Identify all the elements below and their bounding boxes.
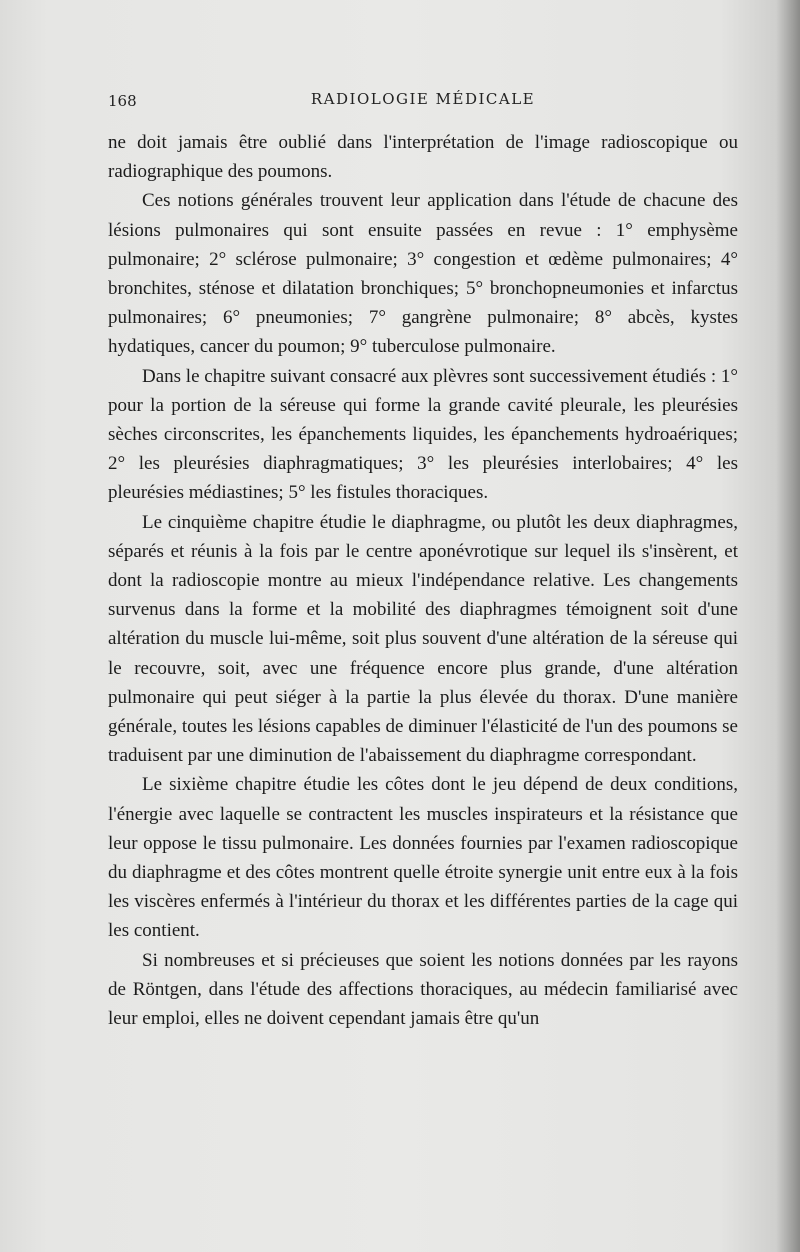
- running-title: RADIOLOGIE MÉDICALE: [310, 90, 536, 108]
- paragraph-rontgen: Si nombreuses et si précieuses que soient les notions données par les rayons de Röntgen, dans l'étude des affections thoraciques, au médecin familiarisé avec leur emploi, elles ne doivent cependant jamais être qu'un: [108, 949, 738, 1030]
- page-number: 168: [108, 92, 137, 110]
- page-header: [108, 90, 738, 114]
- paragraph-continuation: ne doit jamais être oublié dans l'interprétation de l'image radioscopique ou radiographique des poumons.: [108, 132, 738, 183]
- paragraph-pleura: Dans le chapitre suivant consacré aux plèvres sont successivement étudiés : 1° pour la portion de la séreuse qui forme la grande cavité pleurale, les pleurésies sèches circonscrites, les épanchements liquides, les épanchements hydroaériques; 2° les pleurésies diaphragmatiques; 3° les pleurésies interlobaires; 4° les pleurésies médiastines; 5° les fistules thoraciques.: [108, 365, 738, 504]
- body-text: [108, 128, 738, 1033]
- paragraph-diaphragm: Le cinquième chapitre étudie le diaphragme, ou plutôt les deux diaphragmes, séparés et réunis à la fois par le centre aponévrotique sur lequel ils s'insèrent, et dont la radioscopie montre au mieux l'indépendance relative. Les changements survenus dans la forme et la mobilité des diaphragmes témoignent soit d'une altération du muscle lui-même, soit plus souvent d'une altération de la séreuse qui le recouvre, soit, avec une fréquence encore plus grande, d'une altération pulmonaire qui peut siéger à la partie la plus élevée du thorax. D'une manière générale, toutes les lésions capables de diminuer l'élasticité de l'un des poumons se traduisent par une diminution de l'abaissement du diaphragme correspondant.: [108, 511, 738, 767]
- paragraph-pulmonary-lesions: Ces notions générales trouvent leur application dans l'étude de chacune des lésions pulmonaires qui sont ensuite passées en revue : 1° emphysème pulmonaire; 2° sclérose pulmonaire; 3° congestion et œdème pulmonaires; 4° bronchites, sténose et dilatation bronchiques; 5° bronchopneumonies et infarctus pulmonaires; 6° pneumonies; 7° gangrène pulmonaire; 8° abcès, kystes hydatiques, cancer du poumon; 9° tuberculose pulmonaire.: [108, 190, 738, 358]
- paragraph-ribs: Le sixième chapitre étudie les côtes dont le jeu dépend de deux conditions, l'énergie avec laquelle se contractent les muscles inspirateurs et la résistance que leur oppose le tissu pulmonaire. Les données fournies par l'examen radioscopique du diaphragme et des côtes montrent quelle étroite synergie unit entre eux à la fois les viscères enfermés à l'intérieur du thorax et les différentes parties de la cage qui les contient.: [108, 774, 738, 942]
